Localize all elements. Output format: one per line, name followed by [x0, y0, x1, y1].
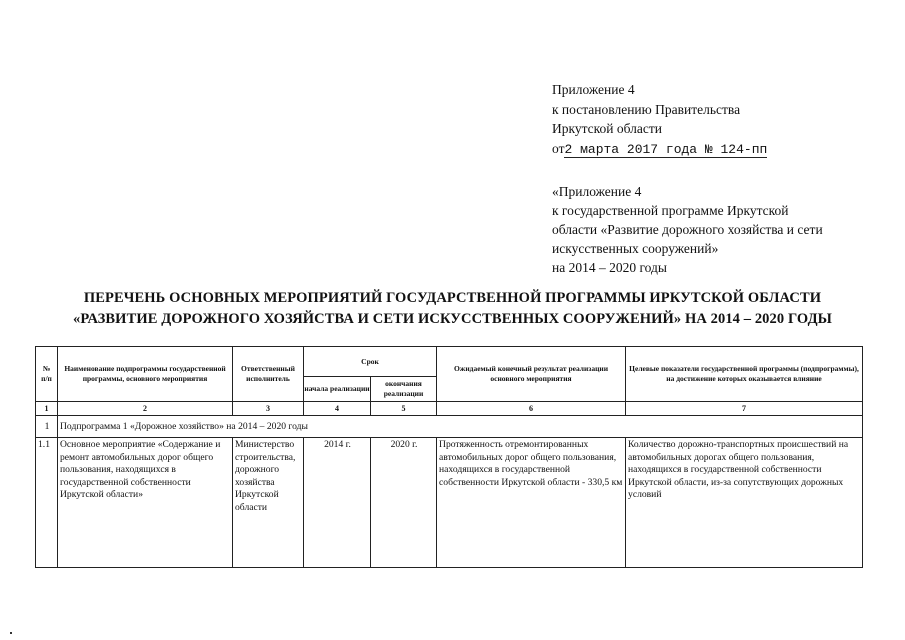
row-targets: Количество дорожно-транспортных происшествий на автомобильных дорогах общего пользования, находящихся в государственной собственности Иркутской области, из-за сопутствующих дорожных условий [626, 438, 863, 568]
decree-annex-line3: Иркутской области [552, 121, 663, 136]
header-number [36, 347, 58, 402]
program-annex-line4: искусственных сооружений» [552, 241, 719, 256]
subprogram-row [36, 416, 863, 438]
decree-annex-line2: к постановлению Правительства [552, 101, 741, 117]
column-number-row [36, 402, 863, 416]
row-start: 2014 г. [304, 438, 371, 568]
header-name: Наименование подпрограммы государственной программы, основного мероприятия [58, 347, 233, 402]
column-number: 5 [371, 402, 437, 416]
decree-date-value: 2 марта 2017 года № 124-пп [564, 141, 768, 157]
program-annex-block [552, 182, 872, 277]
row-executor: Министерство строительства, дорожного хозяйства Иркутской области [233, 438, 304, 568]
header-targets: Целевые показатели государственной программы (подпрограммы), на достижение которых оказывается влияние [626, 347, 863, 402]
program-annex-line1: «Приложение 4 [552, 184, 642, 199]
header-result: Ожидаемый конечный результат реализации основного мероприятия [437, 347, 626, 402]
column-number: 6 [437, 402, 626, 416]
program-annex-line5: на 2014 – 2020 годы [552, 260, 667, 275]
header-term: Срок [304, 347, 437, 377]
table-header-row [36, 347, 863, 377]
decree-annex-line1: Приложение 4 [552, 82, 635, 97]
column-number: 1 [36, 402, 58, 416]
header-executor: Ответственный исполнитель [233, 347, 304, 402]
scan-speck [10, 632, 12, 634]
measures-table [35, 346, 863, 568]
document-title [40, 288, 865, 330]
row-number: 1.1 [36, 438, 58, 568]
row-end: 2020 г. [371, 438, 437, 568]
document-title-line1: ПЕРЕЧЕНЬ ОСНОВНЫХ МЕРОПРИЯТИЙ ГОСУДАРСТВЕННОЙ ПРОГРАММЫ ИРКУТСКОЙ ОБЛАСТИ [83, 290, 822, 306]
column-number: 7 [626, 402, 863, 416]
subprogram-label: Подпрограмма 1 «Дорожное хозяйство» на 2014 – 2020 годы [58, 416, 863, 438]
decree-date-line [552, 139, 767, 159]
header-end: окончания реализации [371, 377, 437, 402]
header-number-pp: п/п [41, 374, 52, 383]
column-number: 3 [233, 402, 304, 416]
header-start: начала реализации [304, 377, 371, 402]
column-number: 4 [304, 402, 371, 416]
program-annex-line2: к государственной программе Иркутской [552, 203, 789, 218]
decree-date-prefix: от [552, 140, 565, 156]
column-number: 2 [58, 402, 233, 416]
row-name: Основное мероприятие «Содержание и ремонт автомобильных дорог общего пользования, находящихся в государственной собственности Иркутской области» [58, 438, 233, 568]
document-title-line2: «РАЗВИТИЕ ДОРОЖНОГО ХОЗЯЙСТВА И СЕТИ ИСКУССТВЕННЫХ СООРУЖЕНИЙ» НА 2014 – 2020 ГОДЫ [73, 311, 832, 327]
header-number-sign: № [42, 364, 51, 373]
decree-annex-block [552, 80, 767, 158]
subprogram-number: 1 [36, 416, 58, 438]
row-result: Протяженность отремонтированных автомобильных дорог общего пользования, находящихся в государственной собственности Иркутской области - 330,5 км [437, 438, 626, 568]
program-annex-line3: области «Развитие дорожного хозяйства и сети [552, 222, 823, 237]
table-row [36, 438, 863, 568]
